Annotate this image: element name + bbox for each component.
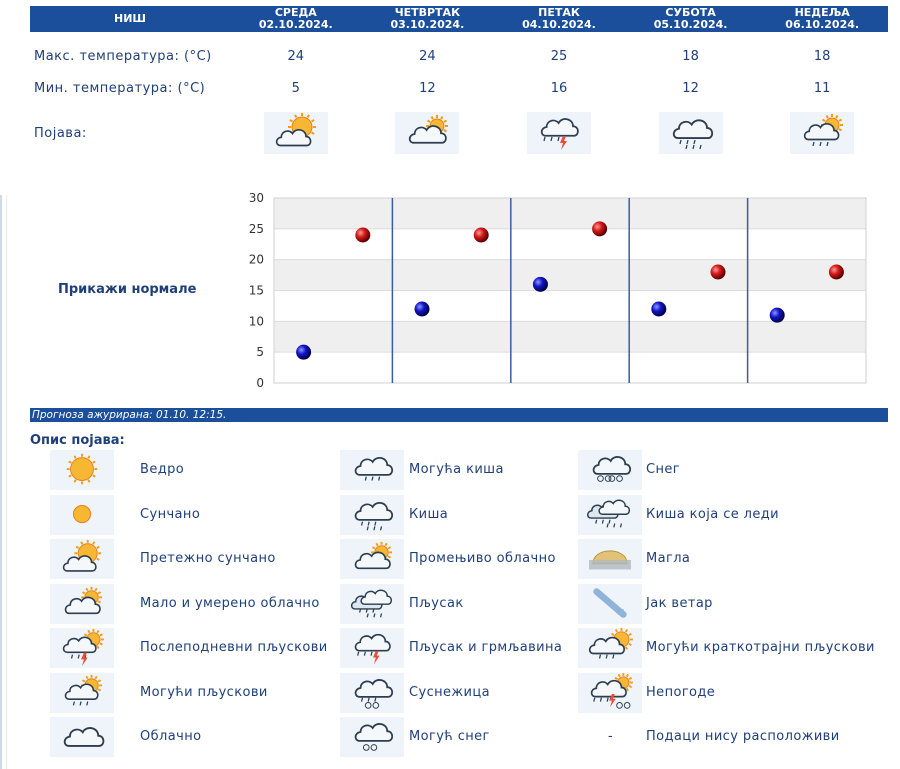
min-temp-row <box>30 72 888 104</box>
legend-label: Облачно <box>140 729 202 744</box>
sleet-icon <box>340 673 404 713</box>
max-temp-point <box>592 221 607 236</box>
chart-band <box>274 321 866 352</box>
cloudy-icon <box>50 717 114 757</box>
y-tick-label: 10 <box>248 314 264 329</box>
min-temp-point <box>296 345 311 360</box>
min-temp-value: 12 <box>682 80 699 96</box>
partly-cloudy-icon <box>395 112 459 154</box>
mostly-sunny-icon <box>264 112 328 154</box>
day-header <box>230 6 362 32</box>
showers-thunder-icon <box>340 628 404 668</box>
y-tick-label: 25 <box>248 221 264 236</box>
max-temp-point <box>474 228 489 243</box>
y-tick-label: 30 <box>248 191 264 205</box>
day-date: 02.10.2024. <box>258 18 333 31</box>
afternoon-showers-icon <box>50 628 114 668</box>
legend-label: Киша <box>409 506 449 522</box>
variable-cloudy-icon <box>340 539 404 579</box>
clear-icon <box>50 450 114 490</box>
legend-item-partly-cloudy <box>50 582 330 626</box>
legend-item-snow <box>578 448 888 492</box>
min-temp-point <box>770 308 785 323</box>
max-temp-value: 18 <box>813 48 831 64</box>
rain-icon <box>659 112 723 154</box>
day-date: 05.10.2024. <box>653 18 728 31</box>
update-info: Прогноза ажурирана: 01.10. 12:15. <box>30 408 888 422</box>
max-temp-value: 25 <box>550 48 568 64</box>
legend-label: Могућ снег <box>409 729 490 744</box>
possible-rain-icon <box>340 450 404 490</box>
snow-icon <box>578 450 642 490</box>
y-tick-label: 15 <box>248 283 264 298</box>
legend-item-clear <box>50 448 330 492</box>
legend-item-rain <box>340 493 578 537</box>
mostly-sunny-icon <box>50 539 114 579</box>
legend-label: Могућа киша <box>409 462 504 477</box>
possible-snow-icon <box>340 717 404 757</box>
city-name: НИШ <box>30 6 230 32</box>
forecast-header-row <box>30 6 888 32</box>
legend-item-sunny <box>50 493 330 537</box>
legend-title: Опис појава: <box>30 433 125 448</box>
left-border-inner <box>6 195 7 769</box>
day-date: 04.10.2024. <box>522 18 596 31</box>
legend-item-afternoon-showers <box>50 626 330 670</box>
phenomenon-label: Појава: <box>34 125 87 141</box>
legend-label: Могући краткотрајни пљускови <box>646 640 875 655</box>
storms-icon <box>578 673 642 713</box>
day-header <box>756 6 888 32</box>
day-name: ЧЕТВРТАК <box>394 6 461 19</box>
max-temp-point <box>355 228 370 243</box>
day-header <box>493 6 625 32</box>
min-temp-point <box>533 277 548 292</box>
legend-label: Ведро <box>140 462 185 477</box>
max-temp-point <box>711 265 726 280</box>
legend-label: Претежно сунчано <box>140 551 276 566</box>
legend-label: Јак ветар <box>646 595 713 611</box>
legend-item-possible-snow <box>340 715 578 759</box>
legend-label: Послеподневни пљускови <box>140 640 328 655</box>
fog-icon <box>578 539 642 579</box>
day-name: СРЕДА <box>274 6 317 19</box>
showers-thunder-icon <box>527 112 591 154</box>
show-normals-link[interactable]: Прикажи нормале <box>58 282 197 297</box>
legend-label: Непогоде <box>646 684 716 700</box>
legend-label: Могући пљускови <box>140 684 268 700</box>
legend-label: Магла <box>646 551 691 566</box>
chart-band <box>274 198 866 229</box>
legend-item-cloudy <box>50 715 330 759</box>
day-header <box>362 6 494 32</box>
freezing-rain-icon <box>578 495 642 535</box>
possible-showers-icon <box>790 112 854 154</box>
y-tick-label: 0 <box>256 376 264 390</box>
day-header <box>625 6 757 32</box>
day-name: ПЕТАК <box>538 6 580 19</box>
min-temp-value: 16 <box>550 80 568 96</box>
sunny-icon <box>50 495 114 535</box>
legend-label: Подаци нису расположиви <box>646 729 840 744</box>
legend-item-shower <box>340 582 578 626</box>
chart-band <box>274 260 866 291</box>
shower-icon <box>340 584 404 624</box>
day-date: 03.10.2024. <box>390 18 465 31</box>
min-temp-value: 5 <box>291 80 300 96</box>
max-temp-value: 24 <box>287 48 305 64</box>
forecast-table <box>30 6 888 162</box>
legend-item-mostly-sunny <box>50 537 330 581</box>
no-data-dash: - <box>608 729 613 744</box>
rain-icon <box>340 495 404 535</box>
legend-item-showers-thunder <box>340 626 578 670</box>
possible-showers-icon <box>50 673 114 713</box>
min-temp-value: 12 <box>419 80 436 96</box>
y-tick-label: 20 <box>248 252 264 267</box>
legend-label: Снег <box>646 462 681 477</box>
legend-label: Пљусак и грмљавина <box>409 640 563 655</box>
legend-item-freezing-rain <box>578 493 888 537</box>
legend-label: Промењиво облачно <box>409 551 556 566</box>
max-temp-value: 24 <box>419 48 436 64</box>
day-date: 06.10.2024. <box>785 18 860 31</box>
max-temp-row <box>30 40 888 72</box>
max-temp-label: Макс. температура: (°C) <box>34 48 212 64</box>
legend-item-brief-showers <box>578 626 888 670</box>
min-temp-value: 11 <box>813 80 831 96</box>
legend-item-possible-rain <box>340 448 578 492</box>
left-border <box>0 195 2 769</box>
legend-item-sleet <box>340 671 578 715</box>
phenomenon-row <box>30 104 888 162</box>
legend-item-storms <box>578 671 888 715</box>
legend-item-strong-wind <box>578 582 888 626</box>
y-tick-label: 5 <box>256 345 264 360</box>
day-name: НЕДЕЉА <box>794 6 850 19</box>
legend-label: Мало и умерено облачно <box>140 595 320 611</box>
strong-wind-icon <box>578 584 642 624</box>
legend-item-possible-showers <box>50 671 330 715</box>
legend-item-variable-cloudy <box>340 537 578 581</box>
legend-label: Суснежица <box>409 684 490 700</box>
min-temp-point <box>415 302 430 317</box>
max-temp-point <box>829 265 844 280</box>
partly-cloudy-icon <box>50 584 114 624</box>
legend-label: Сунчано <box>140 506 201 522</box>
brief-showers-icon <box>578 628 642 668</box>
min-temp-label: Мин. температура: (°C) <box>34 80 206 96</box>
legend-label: Киша која се леди <box>646 506 780 522</box>
legend-item-fog <box>578 537 888 581</box>
legend-label: Пљусак <box>409 595 464 611</box>
max-temp-value: 18 <box>682 48 699 64</box>
min-temp-point <box>651 302 666 317</box>
day-name: СУБОТА <box>665 6 716 19</box>
legend-item-no-data <box>578 715 888 759</box>
